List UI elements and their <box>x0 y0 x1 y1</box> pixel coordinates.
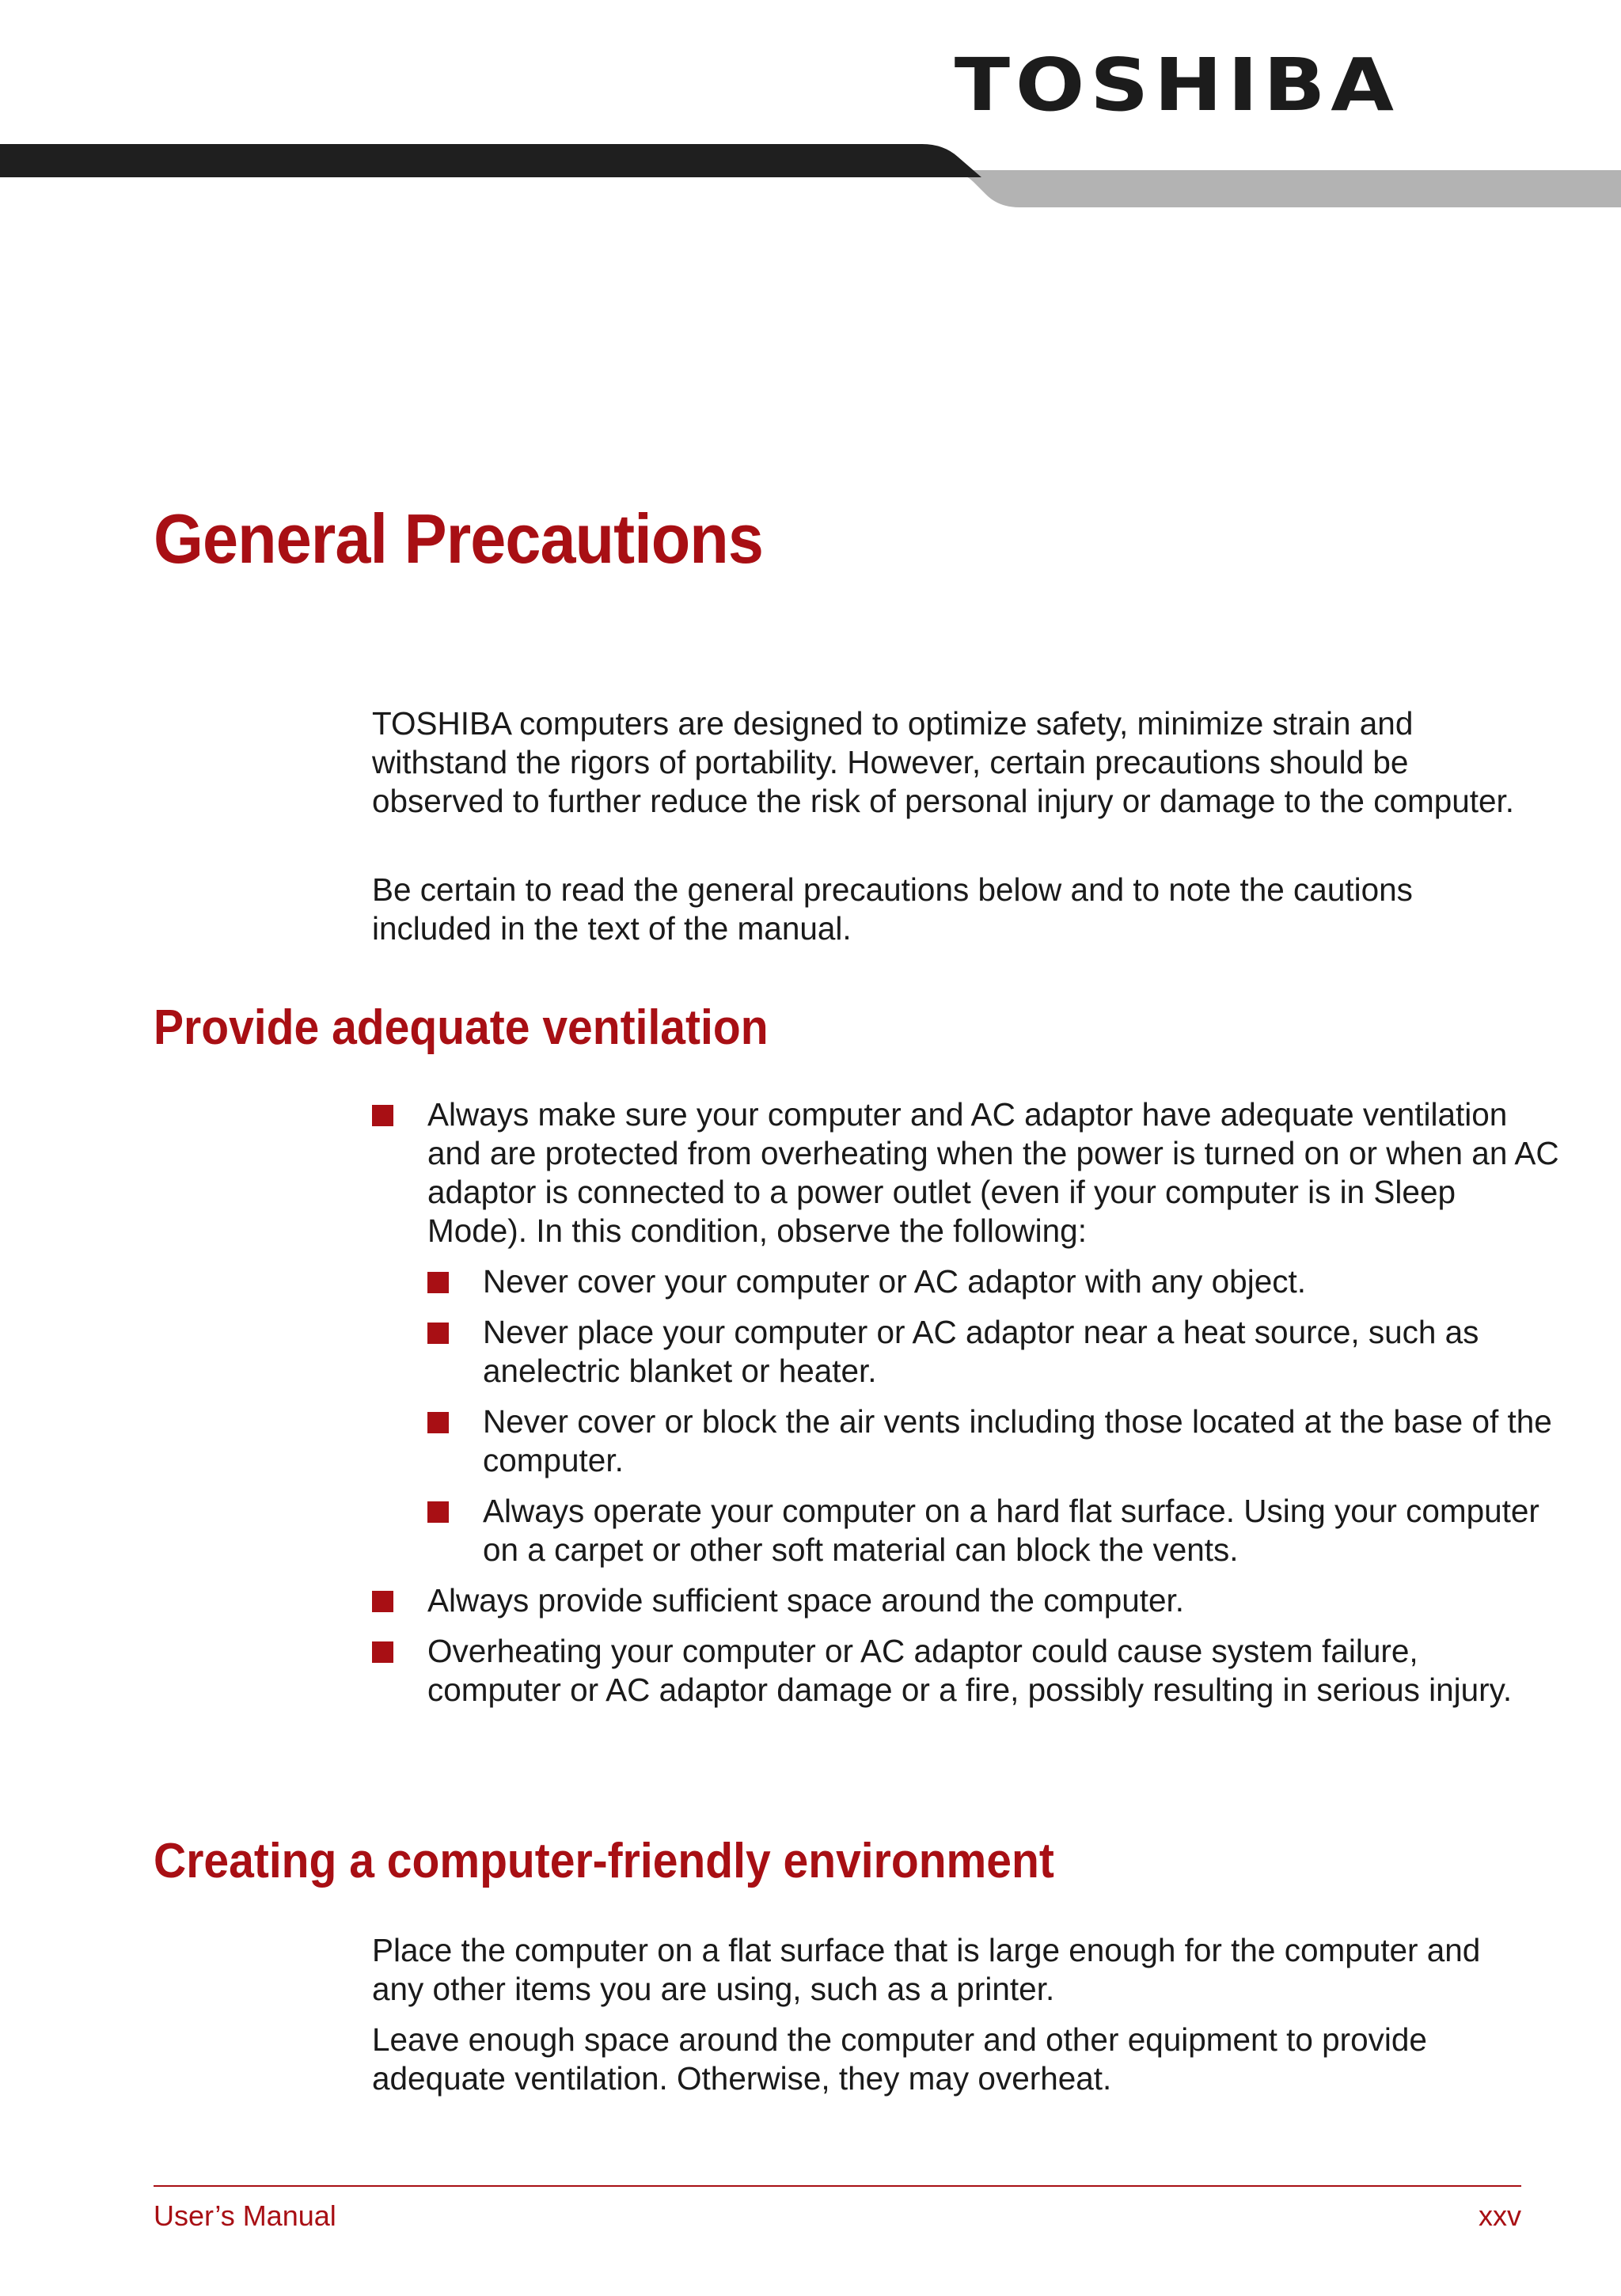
environment-paragraph-2: Leave enough space around the computer and other equipment to provide adequate ventilation. Otherwise, they may overheat. <box>372 2021 1427 2097</box>
list-item-sub <box>372 1402 1559 1480</box>
header-dark-stripe <box>0 144 981 177</box>
list-item-sub <box>372 1492 1559 1569</box>
list-item-text: Never cover your computer or AC adaptor with any object. <box>483 1263 1306 1300</box>
list-item-text: Always make sure your computer and AC adaptor have adequate ventilation and are protected from overheating when the power is turned on or when an AC adaptor is connected to a power outlet (even if your computer is in Sleep Mode). In this condition, observe the following: <box>427 1096 1559 1249</box>
footer-divider <box>154 2185 1521 2187</box>
bullet-square-icon <box>427 1323 449 1344</box>
footer-page-number: xxv <box>1479 2199 1521 2232</box>
list-item <box>372 1632 1559 1710</box>
bullet-square-icon <box>427 1501 449 1523</box>
environment-paragraph-1: Place the computer on a flat surface that is large enough for the computer and any other items you are using, such as a printer. <box>372 1932 1481 2007</box>
bullet-square-icon <box>372 1641 393 1663</box>
intro-paragraph-2: Be certain to read the general precautions below and to note the cautions included in the text of the manual. <box>372 871 1413 947</box>
bullet-square-icon <box>372 1105 393 1126</box>
list-item-text: Always provide sufficient space around the computer. <box>427 1582 1185 1619</box>
footer-manual-label: User’s Manual <box>154 2199 336 2232</box>
list-item-sub <box>372 1313 1559 1391</box>
header-light-stripe <box>934 170 1621 207</box>
section-heading-environment: Creating a computer-friendly environment <box>154 1834 1054 1888</box>
ventilation-list <box>372 1095 1559 1721</box>
page-title: General Precautions <box>154 499 763 578</box>
brand-logo: TOSHIBA <box>955 43 1399 127</box>
list-item-text: Never cover or block the air vents including those located at the base of the computer. <box>483 1403 1552 1478</box>
list-item-sub <box>372 1262 1559 1301</box>
bullet-square-icon <box>427 1412 449 1433</box>
list-item-text: Overheating your computer or AC adaptor could cause system failure, computer or AC adaptor damage or a fire, possibly resulting in serious injury. <box>427 1633 1513 1708</box>
bullet-square-icon <box>372 1591 393 1612</box>
bullet-square-icon <box>427 1272 449 1293</box>
intro-paragraph-1: TOSHIBA computers are designed to optimize safety, minimize strain and withstand the rigors of portability. However, certain precautions should be observed to further reduce the risk of personal injury or damage to the computer. <box>372 705 1515 819</box>
list-item <box>372 1095 1559 1250</box>
list-item <box>372 1581 1559 1620</box>
list-item-text: Always operate your computer on a hard flat surface. Using your computer on a carpet or other soft material can block the vents. <box>483 1493 1539 1568</box>
list-item-text: Never place your computer or AC adaptor near a heat source, such as anelectric blanket or heater. <box>483 1314 1479 1389</box>
section-heading-ventilation: Provide adequate ventilation <box>154 1000 769 1055</box>
